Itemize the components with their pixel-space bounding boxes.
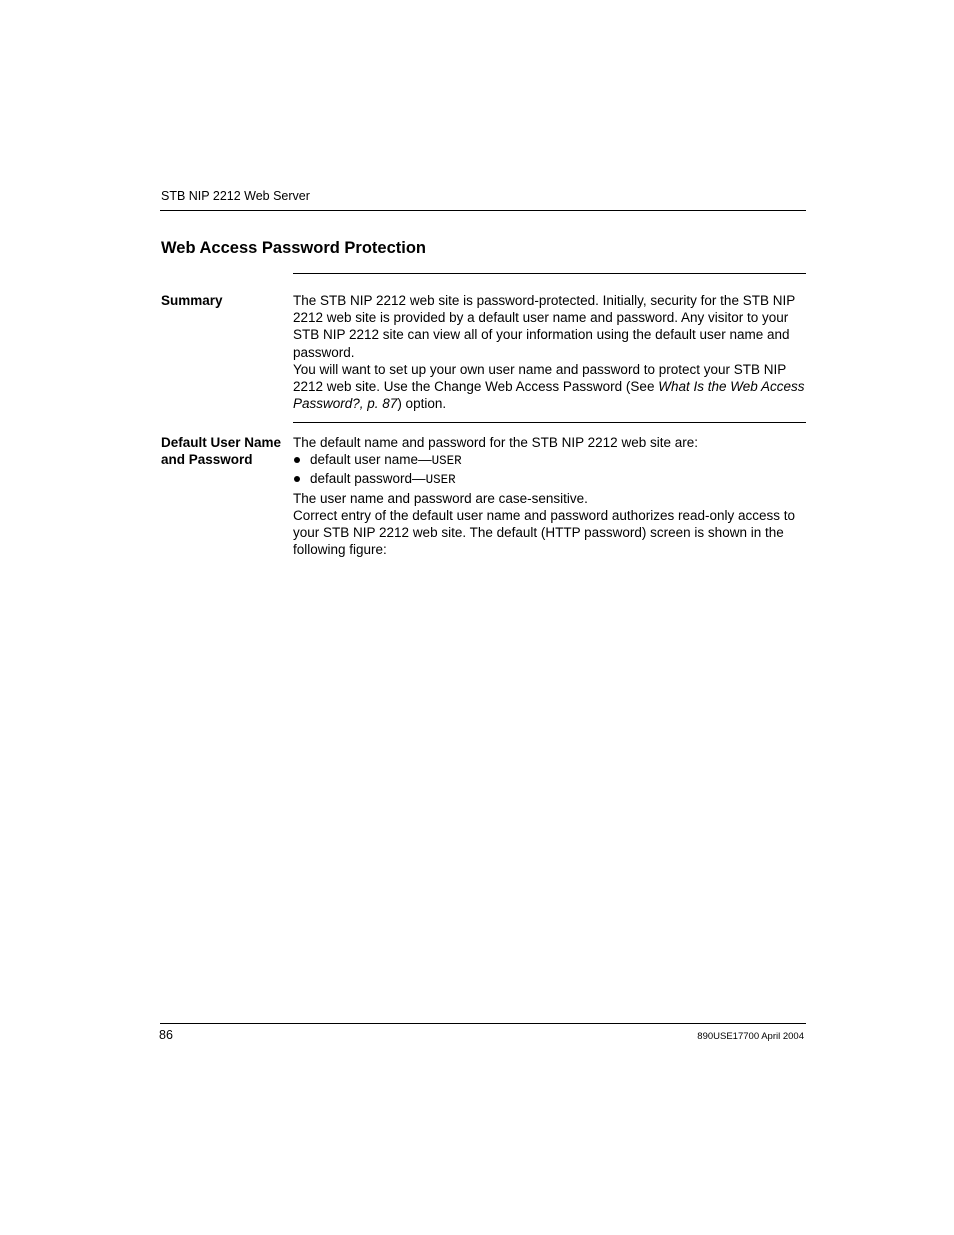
page-number: 86 [159,1028,173,1042]
bullet-text: default password— [310,471,426,487]
bullet-icon [294,457,300,463]
summary-paragraph-1: The STB NIP 2212 web site is password-protected. Initially, security for the STB NIP 2212 web site is provided by a default user name and password. Any visitor to your STB NIP 2212 site can view all of your information using the default user name and password. [293,293,795,360]
default-credentials-label: Default User Name and Password [161,435,282,467]
default-credentials-body [293,434,806,558]
bullet-value: USER [425,473,456,488]
summary-body [293,292,806,412]
case-sensitivity-note: The user name and password are case-sensitive. [293,490,588,506]
summary-label: Summary [161,293,223,308]
default-credentials-closing: Correct entry of the default user name and password authorizes read-only access to your STB NIP 2212 web site. The default (HTTP password) screen is shown in the following figure: [293,507,796,558]
running-header: STB NIP 2212 Web Server [161,189,310,203]
bullet-value: USER [431,454,462,469]
section-rule [293,273,806,274]
summary-paragraph-2-lead: You will want to set up your own user name and password to protect your STB NIP 2212 web site. Use the Change Web Access Password (See [293,361,787,395]
list-item [293,451,806,470]
summary-paragraph-2 [293,361,806,413]
summary-paragraph-2-tail: ) option. [397,396,447,412]
list-item [293,470,806,489]
bullet-icon [294,476,300,482]
block-rule [293,422,806,423]
bullet-text: default user name— [310,452,432,468]
footer-rule [160,1023,806,1024]
default-credentials-intro: The default name and password for the STB NIP 2212 web site are: [293,435,698,450]
credentials-list [293,451,806,489]
header-rule [160,210,806,211]
cross-reference-link[interactable]: What Is the Web Access Password?, p. 87 [293,379,805,412]
section-title: Web Access Password Protection [161,239,427,257]
document-id: 890USE17700 April 2004 [697,1031,804,1042]
